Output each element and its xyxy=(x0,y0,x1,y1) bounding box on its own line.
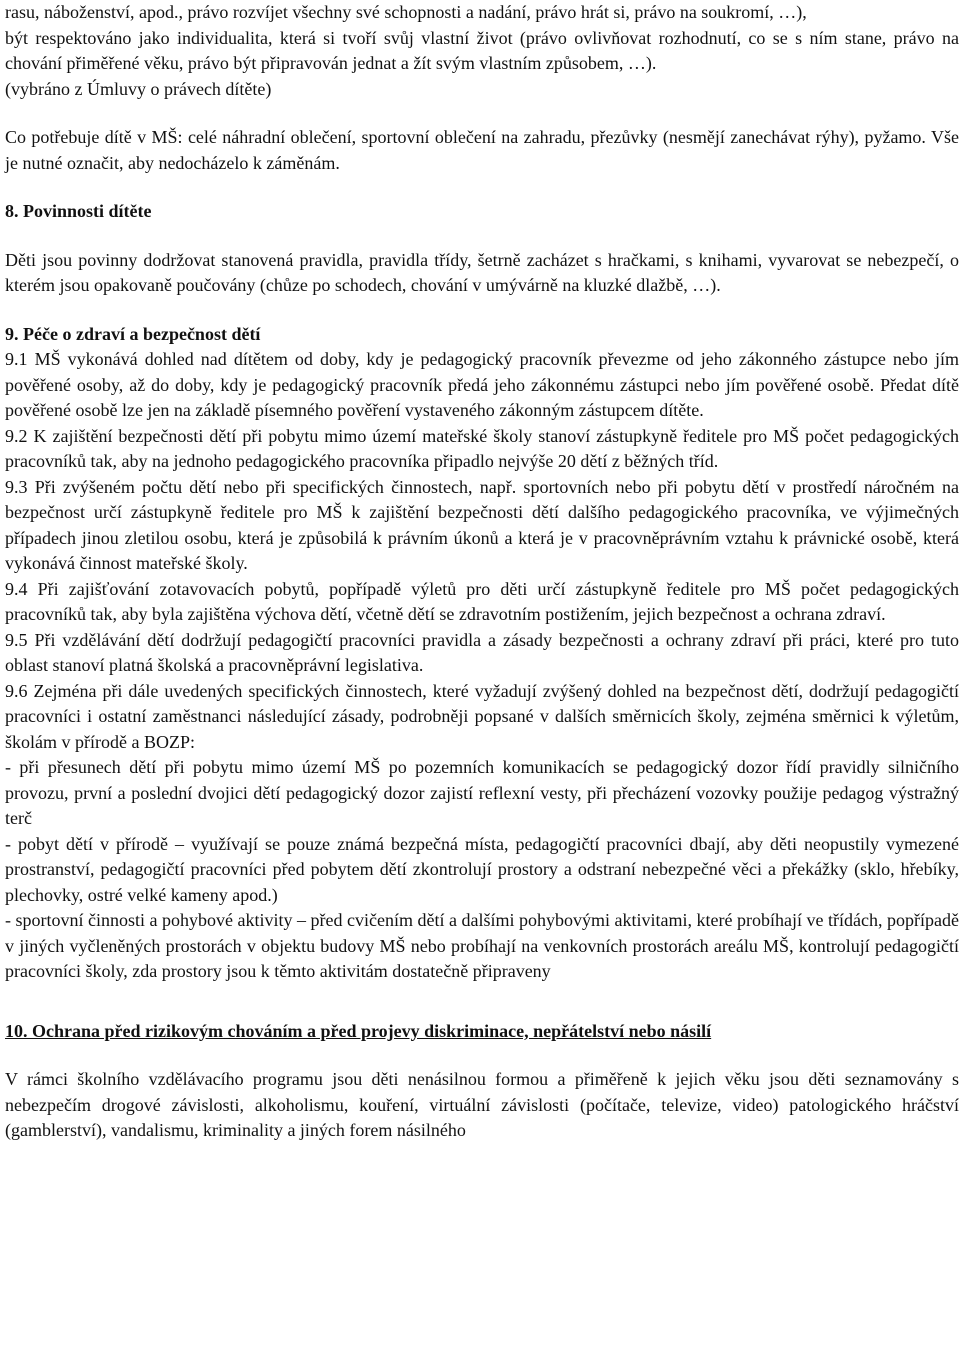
paragraph-source: (vybráno z Úmluvy o právech dítěte) xyxy=(5,78,272,99)
paragraph-9-5: 9.5 Při vzdělávání dětí dodržují pedagogičtí pracovníci pravidla a zásady bezpečnosti a ochrany zdraví při práci, které pro tuto oblast stanoví platná školská a pracovněprávní legislativa. xyxy=(5,629,959,675)
paragraph-child-needs: Co potřebuje dítě v MŠ: celé náhradní oblečení, sportovní oblečení na zahradu, přezůvky (nesmějí zanechávat rýhy), pyžamo. Vše je nutné označit, aby nedocházelo k záměnám. xyxy=(5,127,959,173)
paragraph-child-duties: Děti jsou povinny dodržovat stanovená pravidla, pravidla třídy, šetrně zacházet s hračkami, s knihami, vyvarovat se nebezpečí, o kterém jsou opakovaně poučovány (chůze po schodech, chování v umývárně na kluzké dlažbě, …). xyxy=(5,249,959,295)
list-item-transport: - při přesunech dětí při pobytu mimo území MŠ po pozemních komunikacích se pedagogický dozor řídí pravidly silničního provozu, první a poslední dvojici dětí pedagogický dozor zajistí reflexní vesty, při přecházení vozovky použije pedagog výstražný terč xyxy=(5,757,959,828)
paragraph-9-6: 9.6 Zejména při dále uvedených specifických činnostech, které vyžadují zvýšený dohled na bezpečnost dětí, dodržují pedagogičtí pracovníci i ostatní zaměstnanci následující zásady, podrobněji popsané v dalších směrnicích školy, zejména směrnici k výletům, školám v přírodě a BOZP: xyxy=(5,680,959,752)
list-item-sports: - sportovní činnosti a pohybové aktivity – před cvičením dětí a dalšími pohybovými aktivitami, které probíhají ve třídách, popřípadě v jiných vyčleněných prostorách v objektu budovy MŠ nebo probíhají na venkovních prostorách areálu MŠ, kontrolují pedagogičtí pracovníci školy, zda prostory jsou k těmto aktivitám dostatečně připraveny xyxy=(5,910,959,981)
paragraph-9-4: 9.4 Při zajišťování zotavovacích pobytů, popřípadě výletů pro děti určí zástupkyně ředitele pro MŠ počet pedagogických pracovníků tak, aby byla zajištěna výchova dětí, včetně dětí se zdravotním postižením, jejich bezpečnost a ochrana zdraví. xyxy=(5,578,959,624)
heading-section-9: 9. Péče o zdraví a bezpečnost dětí xyxy=(5,323,261,344)
list-item-nature: - pobyt dětí v přírodě – využívají se pouze známá bezpečná místa, pedagogičtí pracovníci dbají, aby děti neopustily vymezené prostranství, pedagogičtí pracovníci před pobytem dětí zkontrolují prostory a odstraní nebezpečné věci a překážky (sklo, hřebíky, plechovky, ostré velké kameny apod.) xyxy=(5,833,959,905)
heading-section-10: 10. Ochrana před rizikovým chováním a před projevy diskriminace, nepřátelství nebo násilí xyxy=(5,1020,712,1041)
spacer xyxy=(5,102,959,125)
paragraph-10: V rámci školního vzdělávacího programu jsou děti nenásilnou formou a přiměřeně k jejich věku jsou děti seznamovány s nebezpečím drogové závislosti, alkoholismu, kouření, virtuální závislosti (počítače, televize, video) patologického hráčství (gamblerství), vandalismu, kriminality a jiných forem násilného xyxy=(5,1069,959,1140)
paragraph-9-1: 9.1 MŠ vykonává dohled nad dítětem od doby, kdy je pedagogický pracovník převezme od jeho zákonného zástupce nebo jím pověřené osoby, až do doby, kdy je pedagogický pracovník předá jeho zákonnému zástupci nebo jím pověřené osobě. Předat dítě pověřené osobě lze jen na základě písemného pověření vystaveného zákonným zástupcem dítěte. xyxy=(5,349,959,420)
document-page xyxy=(5,0,959,1144)
paragraph-9-3: 9.3 Při zvýšeném počtu dětí nebo při specifických činnostech, např. sportovních nebo při pobytu dětí v prostředí náročném na bezpečnost určí zástupkyně ředitele pro MŠ k zajištění bezpečnosti dětí dalšího pedagogického pracovníka, ve výjimečných případech jinou zletilou osobu, která je způsobilá k právním úkonů a která je v pracovněprávním vztahu k právnické osobě, která vykonává činnost mateřské školy. xyxy=(5,476,959,573)
spacer xyxy=(5,176,959,199)
heading-section-8: 8. Povinnosti dítěte xyxy=(5,201,152,221)
paragraph-9-2: 9.2 K zajištění bezpečnosti dětí při pobytu mimo území mateřské školy stanoví zástupkyně ředitele pro MŠ počet pedagogických pracovníků tak, aby na jednoho pedagogického pracovníka připadlo nejvýše 20 dětí z běžných tříd. xyxy=(5,425,959,471)
spacer xyxy=(5,1044,959,1067)
spacer xyxy=(5,225,959,248)
paragraph-individuality: být respektováno jako individualita, která si tvoří svůj vlastní život (právo ovlivňovat rozhodnutí, co se s ním stane, právo na chování přiměřené věku, právo být připravován jednat a žít svým vlastním způsobem, …). xyxy=(5,27,959,73)
paragraph-rights-continued: rasu, náboženství, apod., právo rozvíjet všechny své schopnosti a nadání, právo hrát si, právo na soukromí, …), xyxy=(5,2,807,22)
spacer xyxy=(5,299,959,322)
spacer xyxy=(5,985,959,1019)
